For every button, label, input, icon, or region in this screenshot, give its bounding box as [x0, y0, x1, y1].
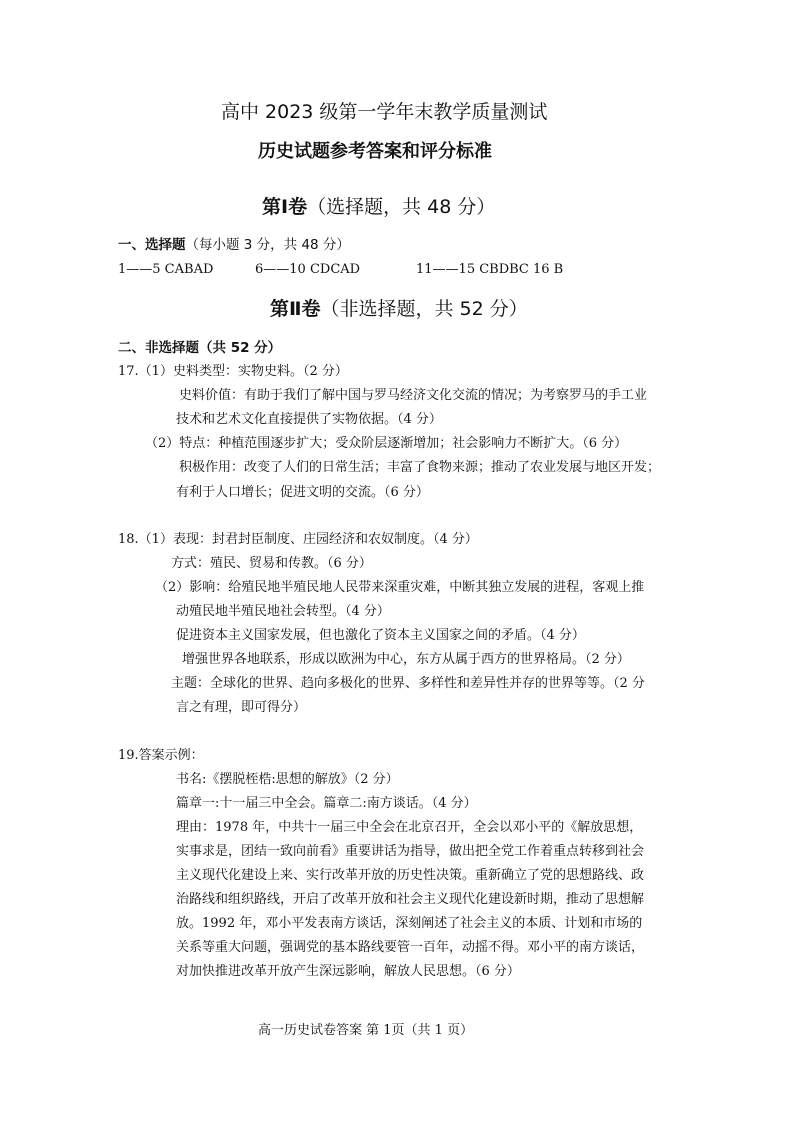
q18-line: 促进资本主义国家发展，但也激化了资本主义国家之间的矛盾。（4 分） [176, 628, 585, 643]
section1-title-bold: 一、选择题 [118, 237, 186, 253]
q17-line: 技术和艺术文化直接提供了实物依据。（4 分） [176, 412, 442, 427]
q19-line: 19.答案示例： [118, 748, 204, 763]
q17-line: 17.（1）史料类型：实物史料。（2 分） [118, 364, 348, 379]
mcq-answer-group: 11——15 CBDBC 16 B [416, 262, 564, 277]
part2-heading-bold: 第Ⅱ卷 [270, 298, 321, 320]
section1-title [118, 236, 350, 254]
q18-line: 言之有理，即可得分） [176, 700, 307, 715]
q17-line: 史料价值：有助于我们了解中国与罗马经济文化交流的情况；为考察罗马的手工业 [179, 388, 648, 403]
q19-line: 对加快推进改革开放产生深远影响，解放人民思想。（6 分） [176, 964, 520, 979]
document-title: 高中 2023 级第一学年末教学质量测试 [221, 101, 548, 123]
q19-line: 书名:《摆脱桎梏:思想的解放》（2 分） [176, 772, 399, 787]
q19-line: 治路线和组织路线，开启了改革开放和社会主义现代化建设新时期，推动了思想解 [176, 892, 645, 907]
mcq-answer-group: 6——10 CDCAD [255, 262, 361, 277]
q18-line: 增强世界各地联系，形成以欧洲为中心，东方从属于西方的世界格局。（2 分） [182, 652, 630, 667]
q19-line: 放。1992 年，邓小平发表南方谈话，深刻阐述了社会主义的本质、计划和市场的 [176, 916, 643, 931]
mcq-answer-group: 1——5 CABAD [118, 262, 214, 277]
q18-line: 18.（1）表现：封君封臣制度、庄园经济和农奴制度。（4 分） [118, 532, 478, 547]
part1-heading-rest: （选择题，共 48 分） [307, 196, 496, 218]
q19-line: 实事求是，团结一致向前看》重要讲话为指导，做出把全党工作着重点转移到社会 [176, 844, 645, 859]
q19-line: 关系等重大问题，强调党的基本路线要管一百年，动摇不得。邓小平的南方谈话， [176, 940, 645, 955]
section2-title: 二、非选择题（共 52 分） [118, 340, 282, 356]
page-footer: 高一历史试卷答案 第 1页（共 1 页） [258, 1023, 474, 1038]
q17-line: 有利于人口增长；促进文明的交流。（6 分） [176, 485, 429, 500]
q19-line: 篇章一:十一届三中全会。篇章二:南方谈话。（4 分） [176, 796, 477, 811]
q18-line: （2）影响：给殖民地半殖民地人民带来深重灾难，中断其独立发展的进程，客观上推 [155, 580, 645, 595]
part1-heading-bold: 第Ⅰ卷 [262, 196, 308, 218]
part2-heading-rest: （非选择题，共 52 分） [320, 298, 528, 320]
q19-line: 理由：1978 年，中共十一届三中全会在北京召开，全会以邓小平的《解放思想， [176, 820, 643, 835]
mcq-answers [118, 261, 563, 279]
q17-line: 积极作用：改变了人们的日常生活；丰富了食物来源；推动了农业发展与地区开发； [179, 460, 661, 475]
q18-line: 方式：殖民、贸易和传教。（6 分） [171, 556, 372, 571]
q18-line: 动殖民地半殖民地社会转型。（4 分） [176, 604, 390, 619]
document-subtitle: 历史试题参考答案和评分标准 [258, 141, 492, 162]
part1-heading [262, 198, 495, 216]
section1-title-rest: （每小题 3 分，共 48 分） [185, 237, 350, 253]
q17-line: （2）特点：种植范围逐步扩大；受众阶层逐渐增加；社会影响力不断扩大。（6 分） [145, 436, 628, 451]
q19-line: 主义现代化建设上来、实行改革开放的历史性决策。重新确立了党的思想路线、政 [176, 868, 645, 883]
part2-heading [270, 300, 528, 318]
q18-line: 主题：全球化的世界、趋向多极化的世界、多样性和差异性并存的世界等等。（2 分 [171, 676, 645, 691]
